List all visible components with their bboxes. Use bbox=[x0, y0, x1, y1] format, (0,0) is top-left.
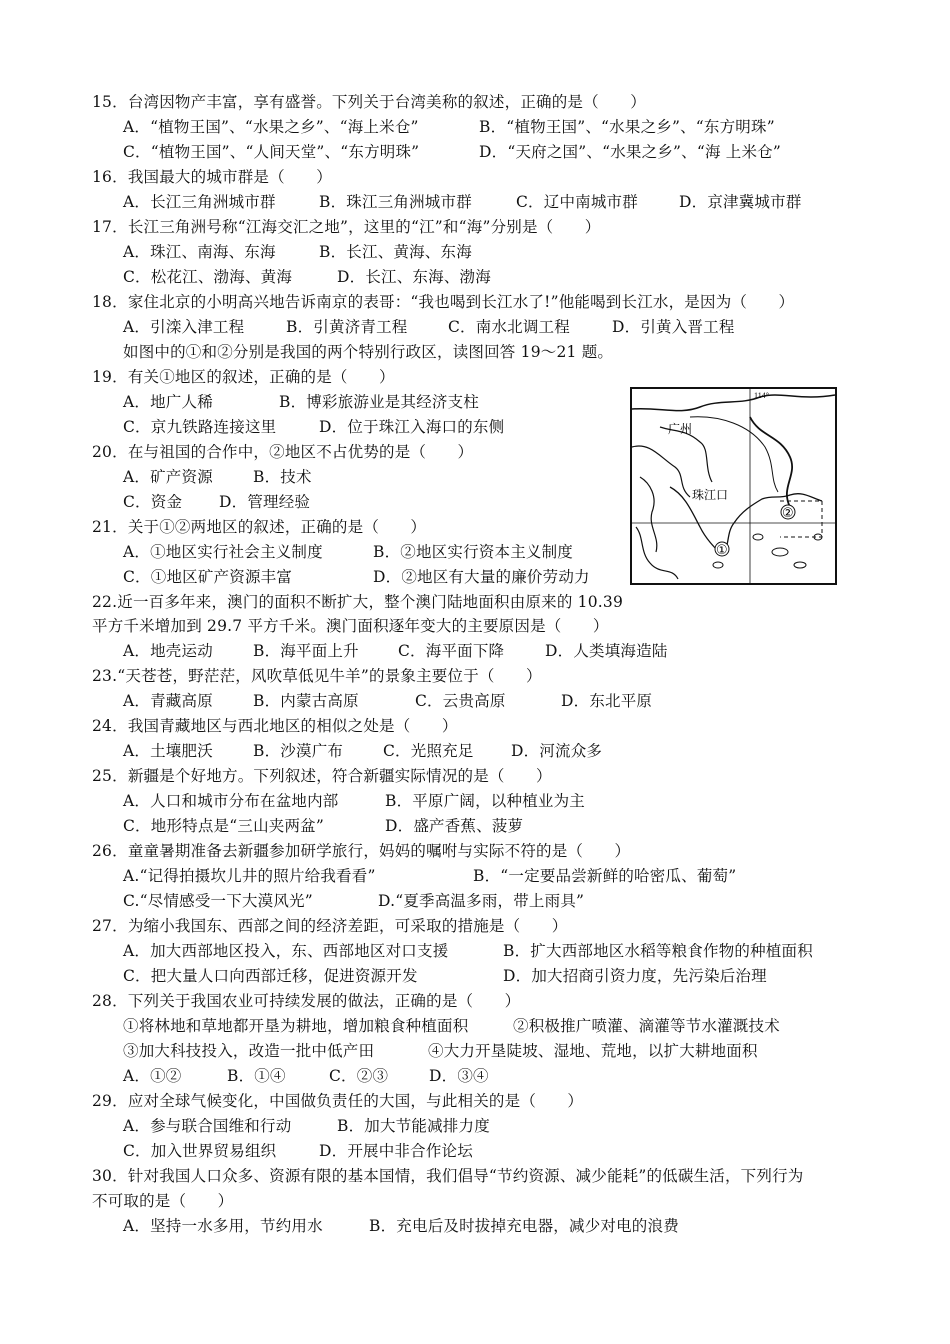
option-c: C．京九铁路连接这里 bbox=[123, 418, 277, 436]
question-30-stem: 30．针对我国人口众多、资源有限的基本国情，我们倡导“节约资源、减少能耗”的低碳生活，下列行为 bbox=[92, 1167, 804, 1185]
question-24-options bbox=[123, 739, 602, 764]
pearl-river-estuary-map bbox=[630, 387, 837, 585]
marker-1-label: ① bbox=[716, 543, 728, 558]
option-b: B．引黄济青工程 bbox=[286, 318, 408, 336]
option-a: A．参与联合国维和行动 bbox=[123, 1117, 292, 1135]
option-a: A．青藏高原 bbox=[123, 692, 213, 710]
question-22-options bbox=[123, 639, 668, 664]
question-17-options-row1 bbox=[123, 240, 472, 265]
option-c: C．把大量人口向西部迁移，促进资源开发 bbox=[123, 967, 418, 985]
option-c: C．加入世界贸易组织 bbox=[123, 1142, 277, 1160]
option-d: D．“天府之国”、“水果之乡”、“海 上米仓” bbox=[479, 143, 781, 161]
option-c: C．②③ bbox=[329, 1067, 389, 1085]
question-27-options-row1 bbox=[123, 939, 813, 964]
option-c: C．南水北调工程 bbox=[448, 318, 570, 336]
option-c: C．松花江、渤海、黄海 bbox=[123, 268, 293, 286]
question-20-options-row1 bbox=[123, 465, 312, 490]
option-d: D．河流众多 bbox=[511, 742, 603, 760]
question-18-stem: 18．家住北京的小明高兴地告诉南京的表哥：“我也喝到长江水了!”他能喝到长江水，是因为（ ） bbox=[92, 293, 795, 311]
question-29-stem: 29．应对全球气候变化，中国做负责任的大国，与此相关的是（ ） bbox=[92, 1092, 584, 1110]
option-b: B．扩大西部地区水稻等粮食作物的种植面积 bbox=[503, 942, 813, 960]
option-a: A．矿产资源 bbox=[123, 468, 213, 486]
option-d: D．②地区有大量的廉价劳动力 bbox=[373, 568, 590, 586]
question-28-options bbox=[123, 1064, 489, 1089]
question-20-options-row2 bbox=[123, 490, 310, 515]
question-28-items-row2 bbox=[123, 1039, 758, 1064]
question-30-stem-cont: 不可取的是（ ） bbox=[92, 1192, 234, 1210]
statement-2: ②积极推广喷灌、滴灌等节水灌溉技术 bbox=[513, 1017, 780, 1035]
question-19-options-row1 bbox=[123, 390, 479, 415]
question-21-options-row1 bbox=[123, 540, 573, 565]
question-28-items-row1 bbox=[123, 1014, 780, 1039]
question-30-options bbox=[123, 1214, 679, 1239]
option-d: D．开展中非合作论坛 bbox=[319, 1142, 473, 1160]
question-25-stem: 25．新疆是个好地方。下列叙述，符合新疆实际情况的是（ ） bbox=[92, 767, 552, 785]
option-c: C．光照充足 bbox=[383, 742, 474, 760]
option-b: B．沙漠广布 bbox=[253, 742, 344, 760]
option-b: B．长江、黄海、东海 bbox=[319, 243, 472, 261]
question-21-options-row2 bbox=[123, 565, 590, 590]
option-d: D．东北平原 bbox=[561, 692, 653, 710]
question-19-options-row2 bbox=[123, 415, 504, 440]
option-a: A．加大西部地区投入，东、西部地区对口支援 bbox=[123, 942, 449, 960]
option-a: A．引滦入津工程 bbox=[123, 318, 245, 336]
option-d: D．引黄入晋工程 bbox=[612, 318, 735, 336]
question-18-options bbox=[123, 315, 735, 340]
statement-1: ①将林地和草地都开垦为耕地，增加粮食种植面积 bbox=[123, 1017, 469, 1035]
question-20-stem: 20．在与祖国的合作中，②地区不占优势的是（ ） bbox=[92, 443, 474, 461]
question-15-options-row2 bbox=[123, 140, 781, 165]
question-23-options bbox=[123, 689, 652, 714]
option-a: A．长江三角洲城市群 bbox=[123, 193, 276, 211]
question-15-stem: 15．台湾因物产丰富，享有盛誉。下列关于台湾美称的叙述，正确的是（ ） bbox=[92, 93, 646, 111]
option-a: A．①地区实行社会主义制度 bbox=[123, 543, 323, 561]
option-b: B．②地区实行资本主义制度 bbox=[373, 543, 573, 561]
option-d: D．人类填海造陆 bbox=[545, 642, 668, 660]
option-b: B．加大节能减排力度 bbox=[337, 1117, 490, 1135]
option-b: B．“植物王国”、“水果之乡”、“东方明珠” bbox=[479, 118, 775, 136]
map-frame bbox=[631, 388, 836, 584]
option-c: C．“植物王国”、“人间天堂”、“东方明珠” bbox=[123, 143, 420, 161]
marker-2-label: ② bbox=[782, 506, 794, 521]
label-longitude: 114° bbox=[754, 391, 769, 400]
question-26-stem: 26．童童暑期准备去新疆参加研学旅行，妈妈的嘱咐与实际不符的是（ ） bbox=[92, 842, 631, 860]
question-29-options-row1 bbox=[123, 1114, 490, 1139]
option-c: C．①地区矿产资源丰富 bbox=[123, 568, 293, 586]
option-b: B．①④ bbox=[227, 1067, 286, 1085]
option-c: C．地形特点是“三山夹两盆” bbox=[123, 817, 325, 835]
option-c: C．资金 bbox=[123, 493, 183, 511]
option-c: C．辽中南城市群 bbox=[516, 193, 638, 211]
option-b: B．珠江三角洲城市群 bbox=[319, 193, 472, 211]
option-b: B．博彩旅游业是其经济支柱 bbox=[279, 393, 479, 411]
option-a: A．坚持一水多用，节约用水 bbox=[123, 1217, 323, 1235]
option-c: C．海平面下降 bbox=[398, 642, 505, 660]
option-a: A．地广人稀 bbox=[123, 393, 213, 411]
question-27-options-row2 bbox=[123, 964, 767, 989]
question-16-options bbox=[123, 190, 802, 215]
map-svg bbox=[630, 387, 837, 585]
question-26-options-row2 bbox=[123, 889, 584, 914]
question-23-stem: 23.“天苍苍，野茫茫，风吹草低见牛羊”的景象主要位于（ ） bbox=[92, 667, 542, 685]
option-a: A．珠江、南海、东海 bbox=[123, 243, 276, 261]
option-c: C．云贵高原 bbox=[415, 692, 506, 710]
option-d: D．京津冀城市群 bbox=[679, 193, 802, 211]
question-22-stem-cont: 平方千米增加到 29.7 平方千米。澳门面积逐年变大的主要原因是（ ） bbox=[92, 617, 609, 635]
option-d: D．长江、东海、渤海 bbox=[337, 268, 491, 286]
label-estuary: 珠江口 bbox=[692, 488, 729, 502]
option-a: A.“记得拍摄坎儿井的照片给我看看” bbox=[123, 867, 376, 885]
question-22-stem: 22.近一百多年来，澳门的面积不断扩大，整个澳门陆地面积由原来的 10.39 bbox=[92, 593, 624, 611]
question-27-stem: 27．为缩小我国东、西部之间的经济差距，可采取的措施是（ ） bbox=[92, 917, 568, 935]
option-d: D．位于珠江入海口的东侧 bbox=[319, 418, 505, 436]
question-28-stem: 28．下列关于我国农业可持续发展的做法，正确的是（ ） bbox=[92, 992, 521, 1010]
option-b: B．内蒙古高原 bbox=[253, 692, 359, 710]
question-25-options-row1 bbox=[123, 789, 585, 814]
question-26-options-row1 bbox=[123, 864, 736, 889]
question-29-options-row2 bbox=[123, 1139, 473, 1164]
question-19-stem: 19．有关①地区的叙述，正确的是（ ） bbox=[92, 368, 395, 386]
question-17-stem: 17．长江三角洲号称“江海交汇之地”，这里的“江”和“海”分别是（ ） bbox=[92, 218, 601, 236]
statement-3: ③加大科技投入，改造一批中低产田 bbox=[123, 1042, 375, 1060]
option-c: C.“尽情感受一下大漠风光” bbox=[123, 892, 313, 910]
option-b: B．平原广阔，以种植业为主 bbox=[385, 792, 585, 810]
option-b: B．“一定要品尝新鲜的哈密瓜、葡萄” bbox=[473, 867, 737, 885]
option-a: A．人口和城市分布在盆地内部 bbox=[123, 792, 339, 810]
question-24-stem: 24．我国青藏地区与西北地区的相似之处是（ ） bbox=[92, 717, 458, 735]
option-d: D．③④ bbox=[429, 1067, 489, 1085]
option-d: D．管理经验 bbox=[219, 493, 311, 511]
option-d: D．盛产香蕉、菠萝 bbox=[385, 817, 524, 835]
option-b: B．技术 bbox=[253, 468, 312, 486]
option-b: B．海平面上升 bbox=[253, 642, 359, 660]
option-a: A．地壳运动 bbox=[123, 642, 213, 660]
question-15-options-row1 bbox=[123, 115, 775, 140]
option-d: D．加大招商引资力度，先污染后治理 bbox=[503, 967, 767, 985]
question-21-stem: 21．关于①②两地区的叙述，正确的是（ ） bbox=[92, 518, 427, 536]
option-b: B．充电后及时拔掉充电器，减少对电的浪费 bbox=[369, 1217, 679, 1235]
label-guangzhou: 广州 bbox=[668, 422, 693, 436]
question-25-options-row2 bbox=[123, 814, 523, 839]
option-a: A．“植物王国”、“水果之乡”、“海上米仓” bbox=[123, 118, 419, 136]
intro-19-21: 如图中的①和②分别是我国的两个特别行政区，读图回答 19～21 题。 bbox=[123, 343, 614, 361]
statement-4: ④大力开垦陡坡、湿地、荒地，以扩大耕地面积 bbox=[428, 1042, 758, 1060]
question-17-options-row2 bbox=[123, 265, 491, 290]
option-a: A．土壤肥沃 bbox=[123, 742, 213, 760]
option-d: D.“夏季高温多雨，带上雨具” bbox=[378, 892, 585, 910]
option-a: A．①② bbox=[123, 1067, 182, 1085]
question-16-stem: 16．我国最大的城市群是（ ） bbox=[92, 168, 332, 186]
